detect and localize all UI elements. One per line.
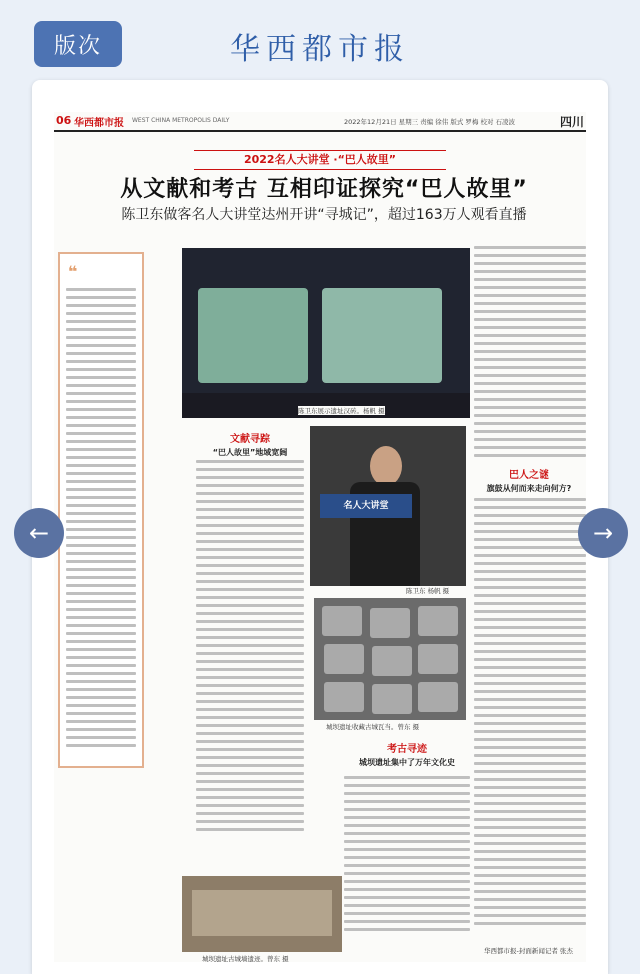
kicker: 2022名人大讲堂 ·“巴人故里”: [194, 150, 446, 170]
bottom-middle-text: [344, 776, 470, 936]
edition-button[interactable]: 版次: [34, 21, 122, 67]
arrow-right-icon: →: [592, 519, 614, 547]
section-heading-1: [196, 430, 304, 458]
section-heading-3: [344, 740, 470, 768]
intro-text-lines: [66, 288, 136, 752]
newspaper-page: [54, 112, 586, 962]
photo-lecture-screen: [182, 248, 470, 418]
lecture-banner: 名人大讲堂: [320, 494, 412, 518]
masthead: [54, 112, 586, 132]
section2-subtitle: 旗鼓从何而来走向何方?: [486, 484, 572, 493]
next-page-button[interactable]: [578, 508, 628, 558]
quote-icon: ❝: [68, 262, 78, 281]
section-label: 四川: [559, 115, 584, 129]
section3-subtitle: 城坝遗址集中了万年文化史: [359, 758, 455, 767]
masthead-subtitle: WEST CHINA METROPOLIS DAILY: [132, 117, 230, 124]
section1-title: 文献寻踪: [230, 434, 270, 445]
newspaper-page-card[interactable]: [32, 80, 608, 974]
photo4-caption: 城坝遗址古城墙遗迹。曾东 摄: [202, 955, 289, 963]
top-bar: [0, 0, 640, 82]
photo-tiles: [314, 598, 466, 720]
photo-city-wall: [182, 876, 342, 952]
date-line: 2022年12月21日 星期三 责编 徐伟 版式 罗梅 校对 石凌波: [344, 118, 516, 126]
section3-title: 考古寻迹: [387, 744, 427, 755]
reporter-credit: 华西都市报-封面新闻记者 张杰: [484, 947, 573, 955]
masthead-logo: 华西都市报: [74, 118, 124, 129]
prev-page-button[interactable]: [14, 508, 64, 558]
paper-title: 华西都市报: [230, 32, 410, 67]
section1-subtitle: “巴人故里”地域宽阔: [212, 448, 288, 457]
arrow-left-icon: ←: [28, 519, 50, 547]
subheadline: 陈卫东做客名人大讲堂达州开讲“寻城记”，超过163万人观看直播: [121, 207, 527, 223]
portrait-caption: 陈卫东 杨帆 摄: [406, 587, 450, 595]
headline: 从文献和考古 互相印证探究“巴人故里”: [120, 177, 528, 202]
photo3-caption: 城坝遗址收藏古城瓦当。曾东 摄: [326, 723, 420, 731]
page-number: 06: [56, 114, 72, 127]
photo1-caption: 陈卫东展示遗址汉砖。杨帆 摄: [298, 407, 385, 415]
intro-column: [58, 252, 144, 768]
section-heading-2: [472, 466, 586, 494]
photo-speaker: [310, 426, 466, 586]
section2-title: 巴人之谜: [509, 470, 549, 481]
